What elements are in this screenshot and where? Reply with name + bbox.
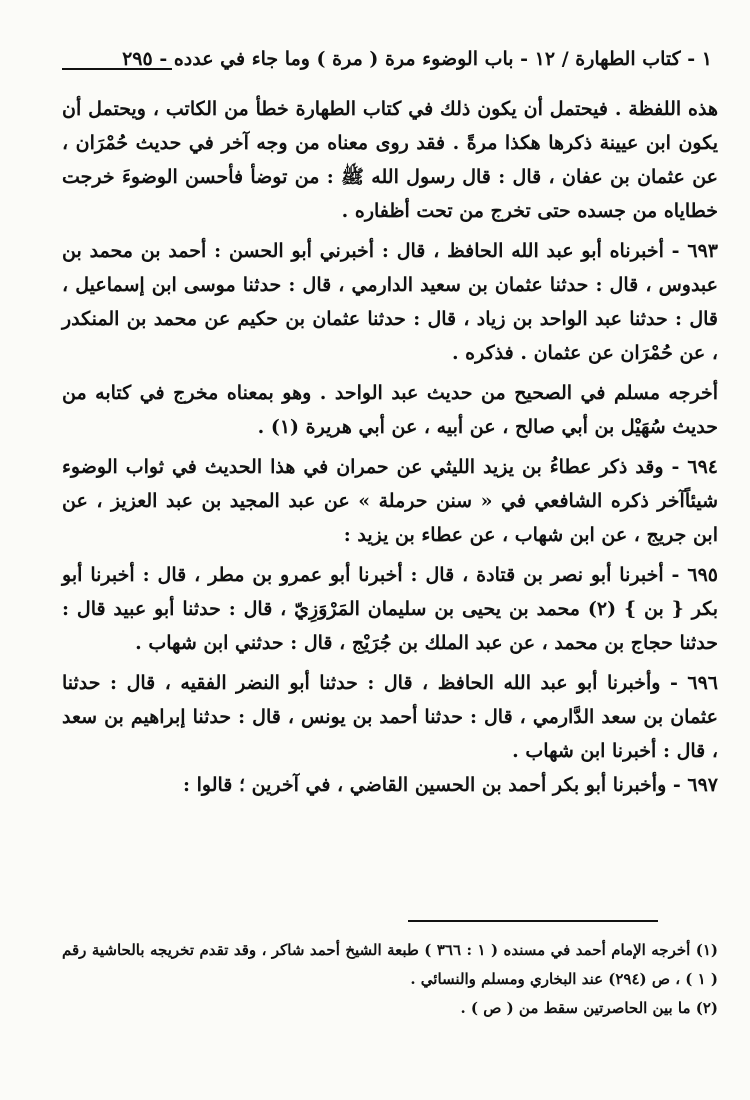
hadith-693: ٦٩٣ - أخبرناه أبو عبد الله الحافظ ، قال : أخبرني أبو الحسن : أحمد بن محمد بن عبدوس ، قال : حدثنا عثمان بن سعيد الدارمي ، قال : حدثنا موسى ابن إسماعيل ، قال : حدثنا عبد الواحد بن زياد ، قال : حدثنا عثمان بن حكيم عن محمد بن المنكدر ، عن حُمْرَان عن عثمان . فذكره . bbox=[62, 240, 718, 364]
running-title: ١ - كتاب الطهارة / ١٢ - باب الوضوء مرة ( مرة ) وما جاء في عدده - ٢٩٥ bbox=[122, 48, 712, 70]
hadith-695: ٦٩٥ - أخبرنا أبو نصر بن قتادة ، قال : أخبرنا أبو عمرو بن مطر ، قال : أخبرنا أبو بكر { بن } (٢) محمد بن يحيى بن سليمان المَرْوَزِيّ ، قال : حدثنا أبو عبيد قال : حدثنا حجاج بن محمد ، عن عبد الملك بن جُرَيْج ، قال : حدثني ابن شهاب . bbox=[62, 564, 719, 654]
footnotes bbox=[62, 936, 718, 1023]
page-header bbox=[62, 44, 712, 78]
header-rule bbox=[62, 68, 172, 70]
hadith-696: ٦٩٦ - وأخبرنا أبو عبد الله الحافظ ، قال : حدثنا أبو النضر الفقيه ، قال : حدثنا عثمان بن سعد الدَّارمي ، قال : حدثنا أحمد بن يونس ، قال : حدثنا إبراهيم بن سعد ، قال : أخبرنا ابن شهاب . bbox=[62, 672, 718, 762]
footnote-1: (١) أخرجه الإمام أحمد في مسنده ( ١ : ٣٦٦ ) طبعة الشيخ أحمد شاكر ، وقد تقدم تخريجه بالحاشية رقم ( ١ ) ، ص (٢٩٤) عند البخاري ومسلم والنسائي . bbox=[62, 941, 719, 988]
hadith-694: ٦٩٤ - وقد ذكر عطاءُ بن يزيد الليثي عن حمران في هذا الحديث في ثواب الوضوء شيئاًآخر ذكره الشافعي في « سنن حرملة » عن عبد المجيد بن عبد العزيز ، عن ابن جريج ، عن ابن شهاب ، عن عطاء بن يزيد : bbox=[62, 456, 718, 546]
main-text bbox=[62, 92, 718, 802]
paragraph-continuation: هذه اللفظة . فيحتمل أن يكون ذلك في كتاب الطهارة خطأ من الكاتب ، ويحتمل أن يكون ابن عيينة ذكرها هكذا مرةً . فقد روى معناه من وجه آخر في حديث حُمْرَان ، عن عثمان بن عفان ، قال : قال رسول الله ﷺ : من توضأ فأحسن الوضوءَ خرجت خطاياه من جسده حتى تخرج من تحت أظفاره . bbox=[62, 98, 718, 222]
hadith-697: ٦٩٧ - وأخبرنا أبو بكر أحمد بن الحسين القاضي ، في آخرين ؛ قالوا : bbox=[182, 774, 718, 796]
takhrij-note: أخرجه مسلم في الصحيح من حديث عبد الواحد . وهو بمعناه مخرج في كتابه من حديث سُهَيْل بن أبي صالح ، عن أبيه ، عن أبي هريرة (١) . bbox=[62, 382, 718, 438]
footnote-2: (٢) ما بين الحاصرتين سقط من ( ص ) . bbox=[460, 999, 718, 1017]
footnote-separator bbox=[408, 920, 658, 922]
